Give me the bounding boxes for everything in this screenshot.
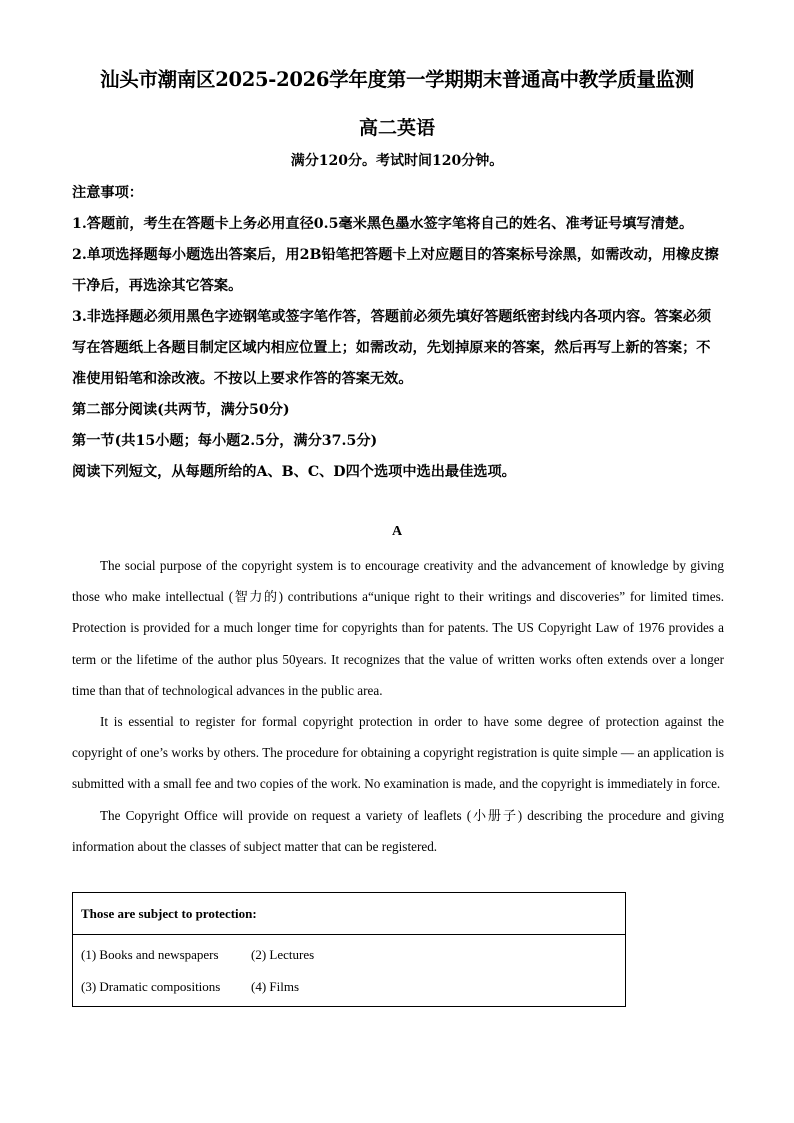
note-item-3: 3.非选择题必须用黑色字迹钢笔或签字笔作答，答题前必须先填好答题纸密封线内各项内容。答案必须写在答题纸上各题目制定区域内相应位置上；如需改动，先划掉原来的答案，然后再写上新的答案；不准使用铅笔和涂改液。不按以上要求作答的答案无效。: [72, 309, 712, 387]
reading-instruction: 阅读下列短文，从每题所给的A、B、C、D四个选项中选出最佳选项。: [72, 464, 516, 480]
subject-title: 高二英语: [358, 117, 435, 139]
table-cell: (4) Films: [251, 979, 300, 994]
table-row: [73, 939, 625, 971]
table-row: [73, 971, 625, 1003]
notes-section: [72, 178, 722, 488]
table-heading: Those are subject to protection:: [73, 893, 625, 935]
passage-body: [72, 550, 724, 862]
note-item-1: 1.答题前，考生在答题卡上务必用直径0.5毫米黑色墨水签字笔将自己的姓名、准考证号填写清楚。: [72, 216, 694, 232]
exam-title: 汕头市潮南区2025-2026学年度第一学期期末普通高中教学质量监测: [100, 68, 694, 91]
passage-label: A: [391, 524, 403, 539]
part-heading: 第二部分阅读(共两节，满分50分): [72, 402, 290, 418]
note-item-2: 2.单项选择题每小题选出答案后，用2B铅笔把答题卡上对应题目的答案标号涂黑，如需改动，用橡皮擦干净后，再选涂其它答案。: [72, 247, 719, 294]
notes-heading: 注意事项：: [72, 185, 143, 201]
passage-paragraph-2: It is essential to register for formal copyright protection in order to have some degree of protection against the copyright of one’s works by others. The procedure for obtaining a copyright registration is quite simple — an application is submitted with a small fee and two copies of the work. No examination is made, and the copyright is immediately in force.: [72, 714, 724, 792]
table-body: [73, 935, 625, 1003]
score-and-time: 满分120分。考试时间120分钟。: [290, 153, 504, 169]
passage-paragraph-3: The Copyright Office will provide on request a variety of leaflets (小册子) describing the procedure and giving information about the classes of subject matter that can be registered.: [72, 807, 724, 854]
section-heading: 第一节(共15小题；每小题2.5分，满分37.5分): [72, 433, 378, 449]
passage-paragraph-1: The social purpose of the copyright system is to encourage creativity and the advancement of knowledge by giving those who make intellectual (智力的) contributions a“unique right to their writings and discoveries” for limited times. Protection is provided for a much longer time for copyrights than for patents. The US Copyright Law of 1976 provides a term or the lifetime of the author plus 50years. It recognizes that the value of written works often extends over a longer time than that of technological advances in the public area.: [72, 558, 724, 698]
table-cell: (1) Books and newspapers: [81, 947, 219, 962]
protection-table: [72, 892, 626, 1007]
table-cell: (2) Lectures: [251, 947, 315, 962]
table-cell: (3) Dramatic compositions: [81, 979, 221, 994]
